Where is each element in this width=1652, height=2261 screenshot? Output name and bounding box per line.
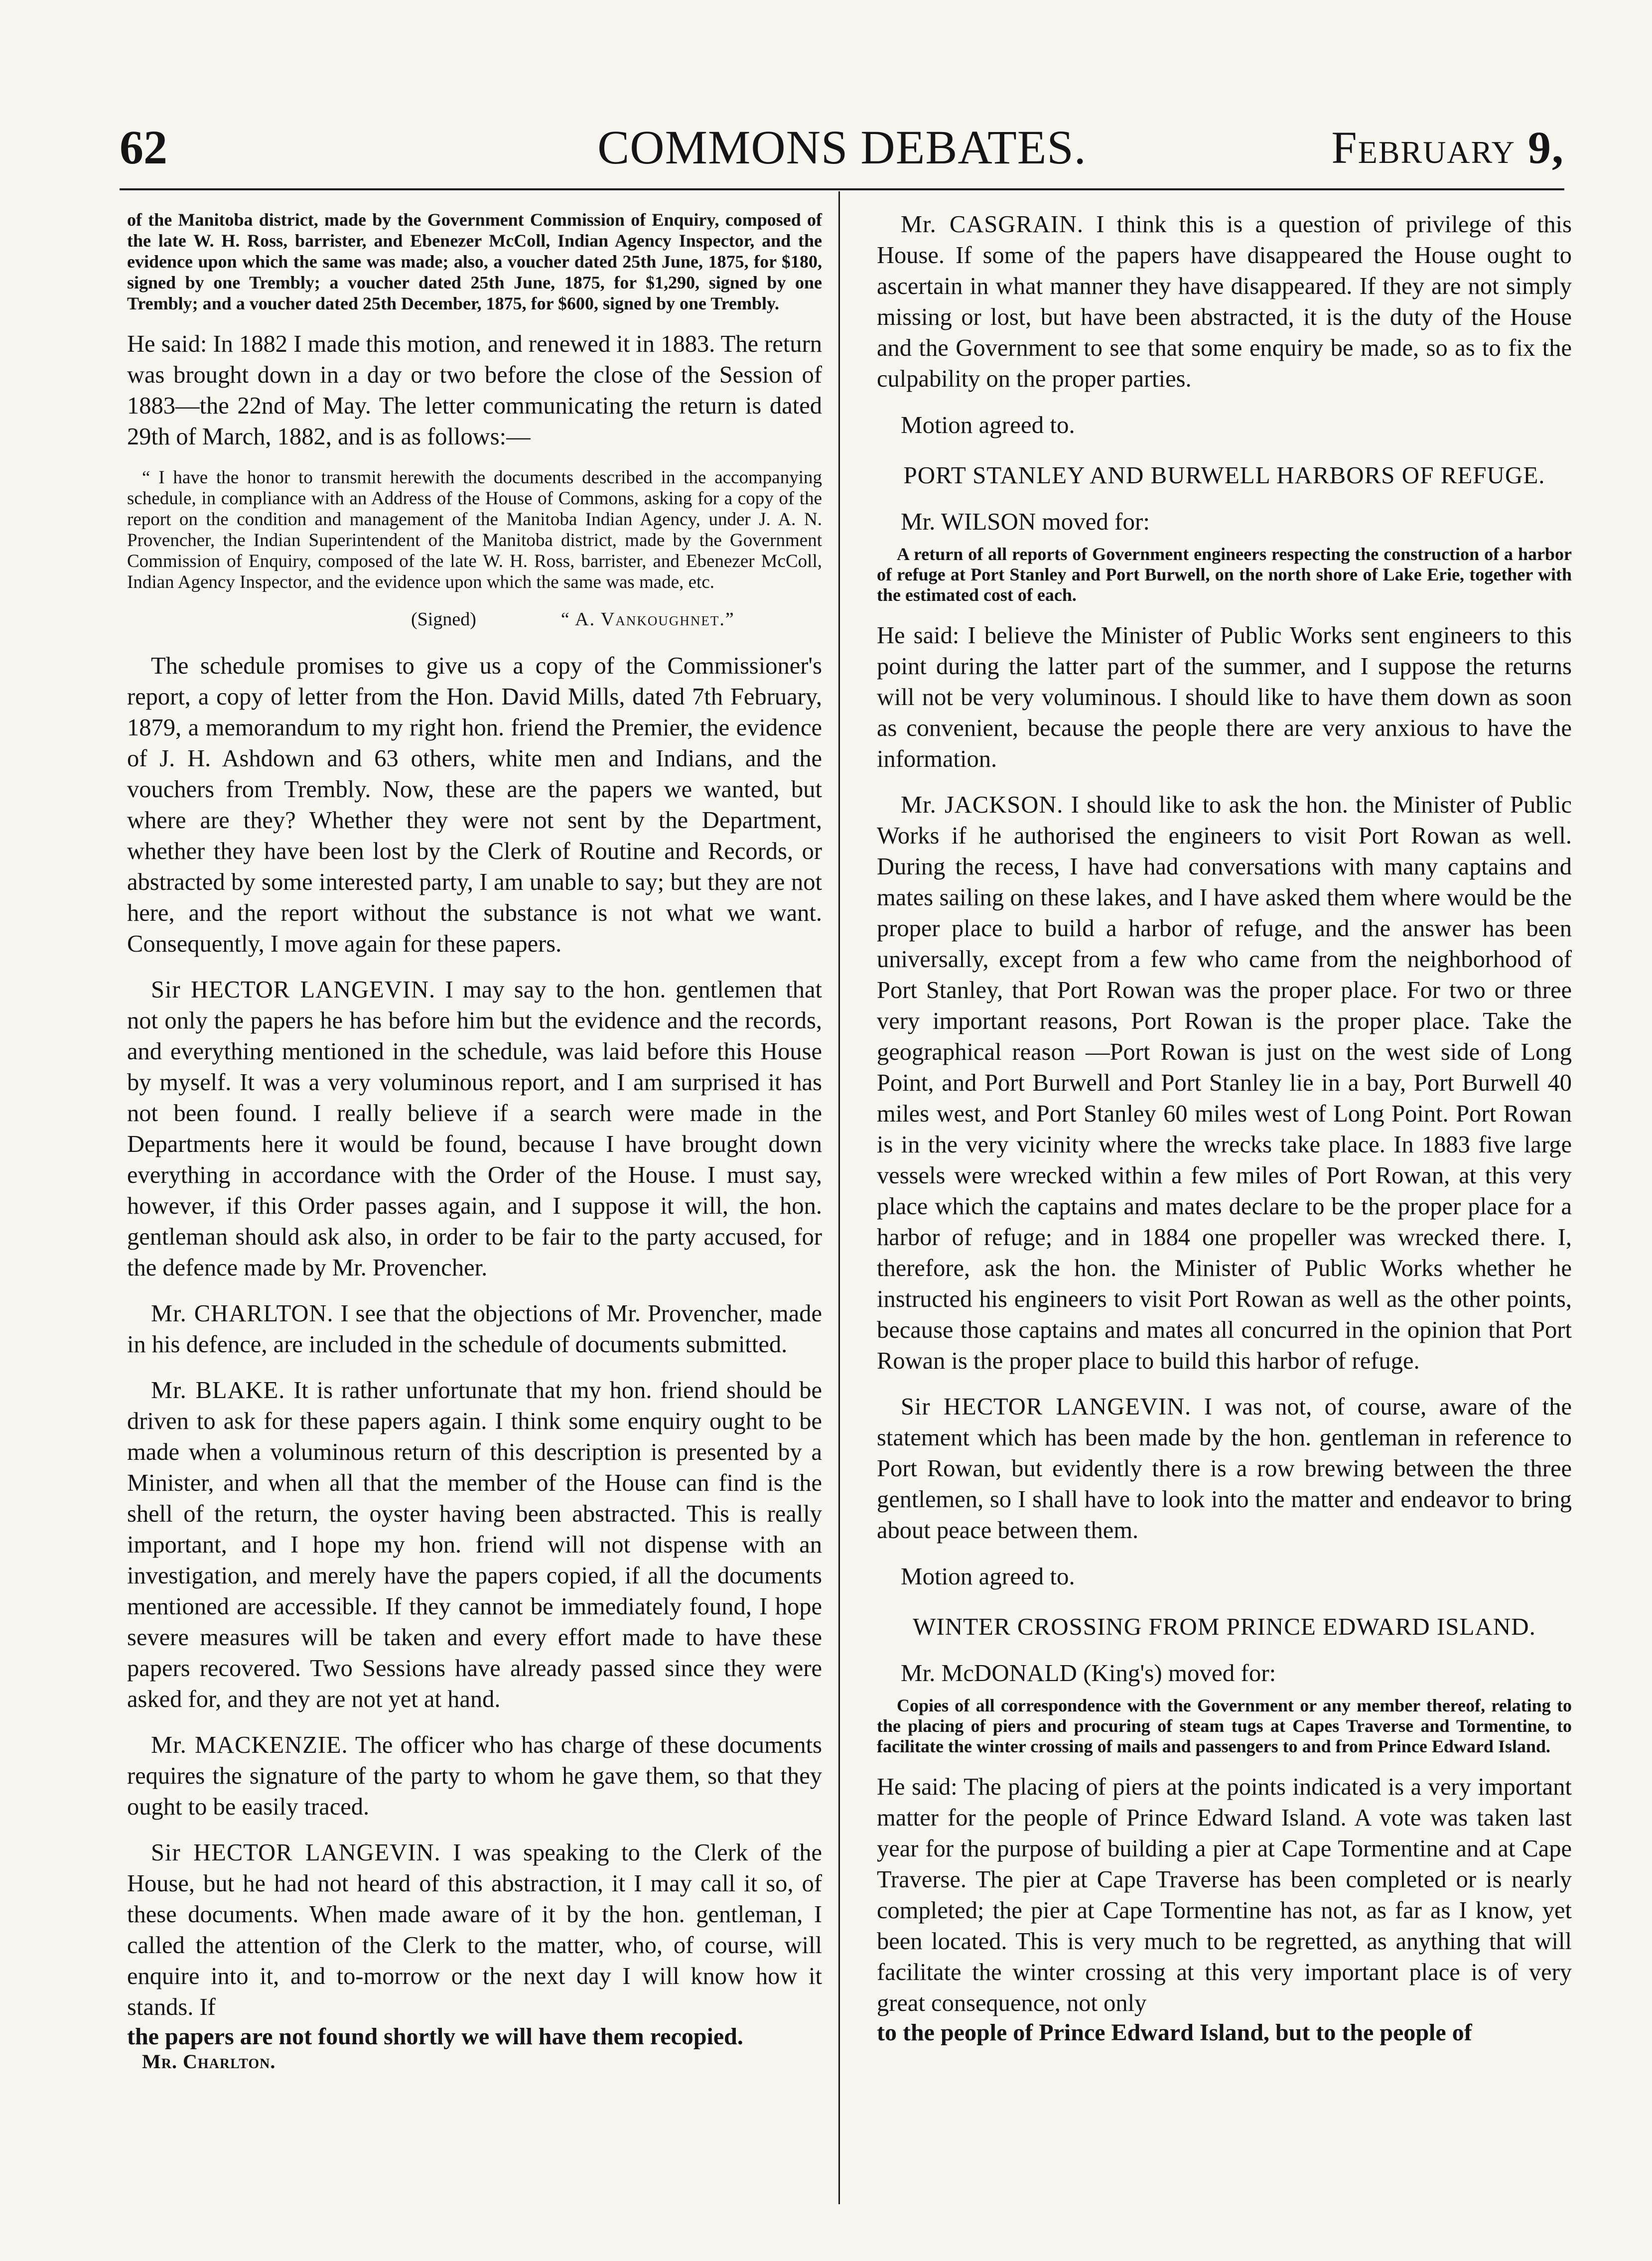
bottom-line-text: to the people of Prince Edward Island, but to the people of (877, 2019, 1472, 2046)
date-day: 9, (1528, 122, 1564, 173)
speaker-name: Mr. CASGRAIN. (901, 211, 1084, 238)
quoted-letter: “ I have the honor to transmit herewith the documents described in the accompanying schedule, in compliance with an Address of the House of Commons, asking for a copy of the report on the condition and management of the Manitoba Indian Agency, under J. A. N. Provencher, the Indian Superintendent of the Manitoba district, made by the Government Commission of Enquiry, composed of the late W. H. Ross, barrister, and Ebenezer McColl, Indian Agency Inspector, and the evidence upon which the same was made, etc. (127, 467, 822, 592)
speaker-name: Mr. JACKSON. (901, 792, 1064, 818)
right-column (877, 209, 1572, 2047)
page-header (120, 118, 1564, 182)
speech-text: The officer who has charge of these documents requires the signature of the party to whom he gave them, so that they ought to be easily traced. (127, 1732, 822, 1820)
mover-line: Mr. WILSON moved for: (901, 508, 1150, 535)
signed-label: (Signed) (411, 609, 476, 630)
header-rule (120, 188, 1564, 190)
speaker-name: Sir HECTOR LANGEVIN. (901, 1394, 1192, 1420)
speech (877, 209, 1572, 395)
motion-agreed: Motion agreed to. (901, 411, 1075, 438)
speech (877, 790, 1572, 1377)
mover-line: Mr. McDONALD (King's) moved for: (901, 1659, 1276, 1687)
speech (127, 975, 822, 1283)
paragraph: The schedule promises to give us a copy of the Commissioner's report, a copy of letter from the Hon. David Mills, dated 7th February, 1879, a memorandum to my right hon. friend the Premier, the evidence of J. H. Ashdown and 63 others, white men and Indians, and the vouchers from Trembly. Now, these are the papers we wanted, but where are they? Whether they were not sent by the Department, whether they have been lost by the Clerk of Routine and Records, or abstracted by some interested party, I am unable to say; but they are not here, and the report without the substance is not what we want. Consequently, I move again for these papers. (127, 653, 822, 957)
next-speaker-name: Mr. Charlton. (142, 2050, 276, 2073)
motion-text: A return of all reports of Government engineers respecting the construction of a harbor of refuge at Port Stanley and Port Burwell, on the north shore of Lake Erie, together with the estimated cost of each. (877, 544, 1572, 605)
page-title: COMMONS DEBATES. (597, 121, 1087, 174)
signature-line (127, 608, 822, 631)
bottom-line-text: the papers are not found shortly we will have them recopied. (127, 2023, 743, 2050)
page-date (1332, 118, 1564, 177)
speech (127, 1730, 822, 1823)
section-heading: WINTER CROSSING FROM PRINCE EDWARD ISLAND. (913, 1613, 1536, 1640)
speech (877, 1392, 1572, 1546)
page-number: 62 (120, 121, 167, 174)
section-heading: PORT STANLEY AND BURWELL HARBORS OF REFUGE. (903, 461, 1545, 489)
motion-text: Copies of all correspondence with the Government or any member thereof, relating to the placing of piers and procuring of steam tugs at Capes Traverse and Tormentine, to facilitate the winter crossing of mails and passengers to and from Prince Edward Island. (877, 1696, 1572, 1756)
speech-text: I was not, of course, aware of the statement which has been made by the hon. gentleman in reference to Port Rowan, but evidently there is a row brewing between the three gentlemen, so I shall have to look into the matter and endeavor to bring about peace between them. (877, 1394, 1572, 1544)
date-month: February (1331, 122, 1515, 173)
speech-text: I may say to the hon. gentlemen that not only the papers he has before him but the evidence and the records, and everything mentioned in the schedule, was laid before this House by myself. It was a very voluminous report, and I am surprised it has not been found. I really believe if a search were made in the Departments here it would be found, because I have brought down everything in accordance with the Order of the House. I must say, however, if this Order passes again, and I suppose it will, the hon. gentleman should ask also, in order to be fair to the party accused, for the defence made by Mr. Provencher. (127, 977, 822, 1281)
speaker-name: Mr. MACKENZIE. (151, 1732, 348, 1758)
speech-text: I was speaking to the Clerk of the House, but he had not heard of this abstraction, it I may call it so, of these documents. When made aware of it by the hon. gentleman, I called the attention of the Clerk to the matter, who, of course, will enquire into it, and to-morrow or the next day I will know how it stands. If (127, 1839, 822, 2020)
signed-name: “ A. Vankoughnet.” (560, 609, 735, 630)
speech-text: I see that the objections of Mr. Provencher, made in his defence, are included in the schedule of documents submitted. (127, 1300, 822, 1358)
speech (127, 1298, 822, 1360)
speaker-name: Mr. BLAKE. (151, 1377, 285, 1404)
speaker-name: Sir HECTOR LANGEVIN. (151, 1839, 441, 1866)
speech (127, 1837, 822, 2023)
speaker-name: Sir HECTOR LANGEVIN. (151, 977, 436, 1003)
speech (127, 1375, 822, 1715)
paragraph: He said: I believe the Minister of Public Works sent engineers to this point during the latter part of the summer, and I suppose the returns will not be very voluminous. I should like to have them down as soon as convenient, because the people there are very anxious to have the information. (877, 622, 1572, 772)
left-column (127, 209, 822, 2073)
speech-text: I think this is a question of privilege of this House. If some of the papers have disappeared the House ought to ascertain in what manner they have disappeared. If they are not simply missing or lost, but have been abstracted, it is the duty of the House and the Government to see that some enquiry be made, so as to fix the culpability on the proper parties. (877, 211, 1572, 392)
motion-text-continued: of the Manitoba district, made by the Government Commission of Enquiry, composed of the late W. H. Ross, barrister, and Ebenezer McColl, Indian Agency Inspector, and the evidence upon which the same was made; also, a voucher dated 25th June, 1875, for $180, signed by one Trembly; a voucher dated 25th June, 1875, for $1,290, signed by one Trembly; and a voucher dated 25th December, 1875, for $600, signed by one Trembly. (127, 210, 822, 313)
speech-text: I should like to ask the hon. the Minister of Public Works if he authorised the engineers to visit Port Rowan as well. During the recess, I have had conversations with many captains and mates sailing on these lakes, and I have asked them where would be the proper place to build a harbor of refuge, and the answer has been universally, except from a few who came from the neighborhood of Port Stanley, that Port Rowan was the proper place. For two or three very important reasons, Port Rowan is the proper place. Take the geographical reason —Port Rowan is just on the west side of Long Point, and Port Burwell and Port Stanley lie in a bay, Port Burwell 40 miles west, and Port Stanley 60 miles west of Long Point. Port Rowan is in the very vicinity where the wrecks take place. In 1883 five large vessels were wrecked within a few miles of Port Rowan, at this very place which the captains and mates declare to be the proper place for a harbor of refuge; and in 1884 one propeller was wrecked there. I, therefore, ask the hon. the Minister of Public Works whether he instructed his engineers to visit Port Rowan as well as the other points, because those captains and mates all concurred in the opinion that Port Rowan is the proper place to build this harbor of refuge. (877, 792, 1572, 1374)
speaker-name: Mr. CHARLTON. (151, 1300, 334, 1327)
paragraph: He said: The placing of piers at the points indicated is a very important matter for the people of Prince Edward Island. A vote was taken last year for the purpose of building a pier at Cape Tormentine and at Cape Traverse. The pier at Cape Traverse has been completed or is nearly completed; the pier at Cape Tormentine has not, as far as I know, yet been located. This is very much to be regretted, as anything that will facilitate the winter crossing at this very important place is of very great consequence, not only (877, 1774, 1572, 2016)
column-divider (838, 191, 840, 2204)
motion-agreed: Motion agreed to. (901, 1562, 1075, 1590)
speech-text: It is rather unfortunate that my hon. friend should be driven to ask for these papers again. I think some enquiry ought to be made when a voluminous return of this description is presented by a Minister, and when all that the member of the House can find is the shell of the return, the oyster having been abstracted. This is really important, and I hope my hon. friend will not dispense with an investigation, and merely have the papers copied, if all the documents mentioned are accessible. If they cannot be immediately found, I hope severe measures will be taken and every effort made to have these papers recovered. Two Sessions have already passed since they were asked for, and they are not yet at hand. (127, 1377, 823, 1712)
paragraph: He said: In 1882 I made this motion, and renewed it in 1883. The return was brought down in a day or two before the close of the Session of 1883—the 22nd of May. The letter communicating the return is dated 29th of March, 1882, and is as follows:— (127, 331, 822, 450)
